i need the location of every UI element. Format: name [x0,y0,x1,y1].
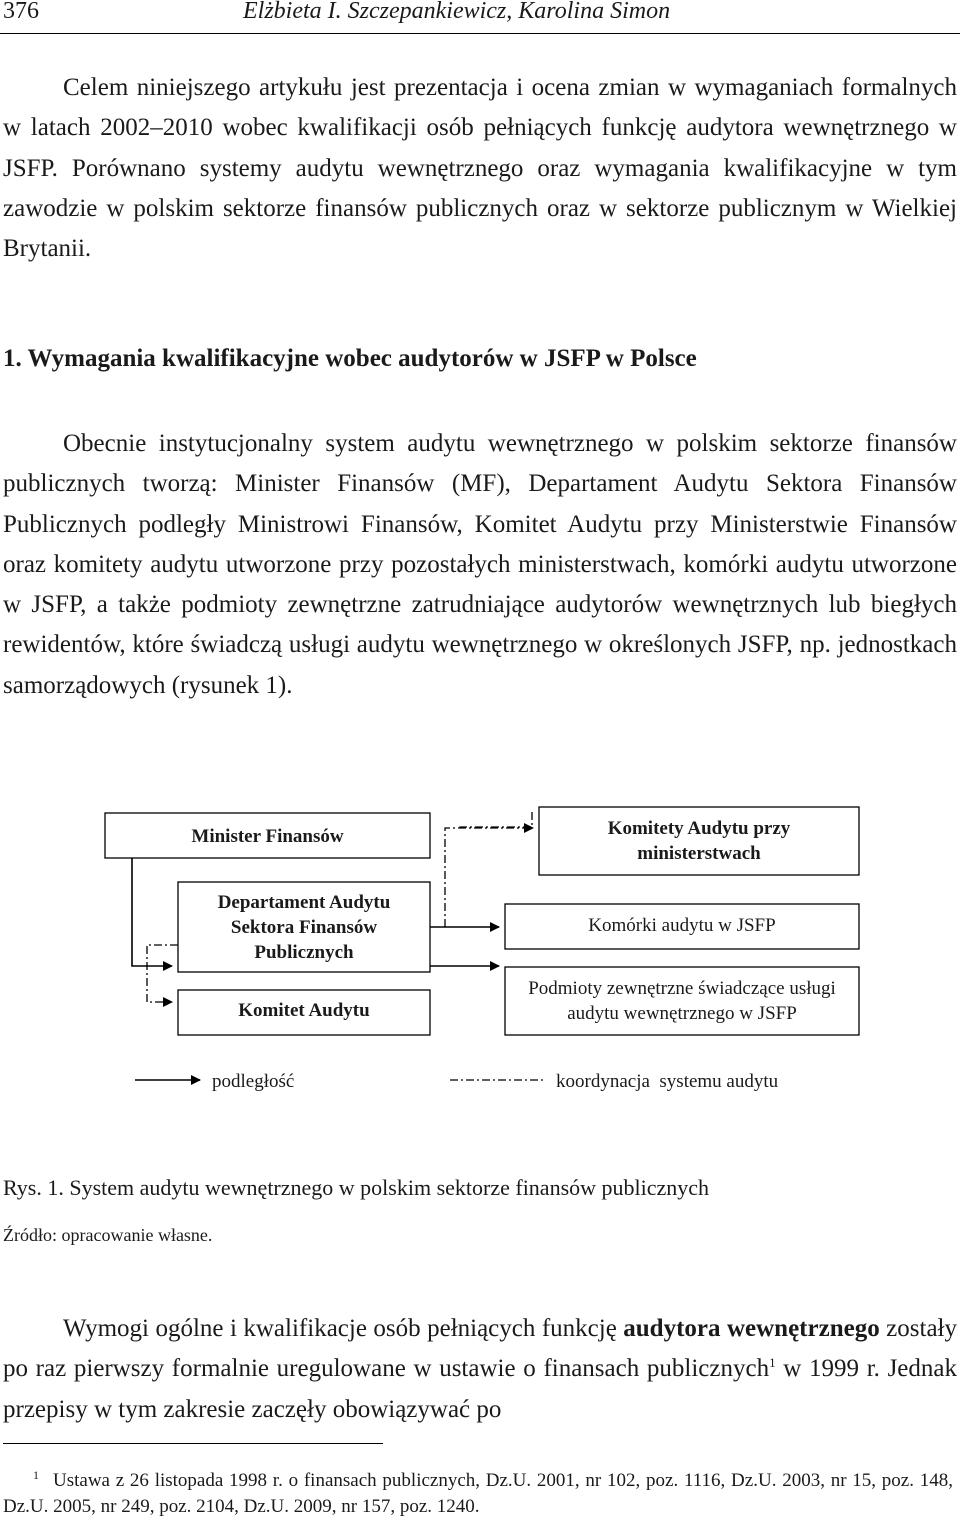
body-paragraph-text: Obecnie instytucjonalny system audytu wewnętrznego w polskim sektorze finansów publicznych tworzą: Minister Finansów (MF), Departament Audytu Sektora Finansów Publicznych podległy Ministrowi Finansów, Komitet Audytu przy Ministerstwie Finansów oraz komitety audytu utworzone przy pozostałych ministerstwach, komórki audytu utworzone w JSFP, a także podmioty zewnętrzne zatrudniające audytorów wewnętrznych lub biegłych rewidentów, które świadczą usługi audytu wewnętrznego w określonych JSFP, np. jednostkach samorządowych (rysunek 1). [3,430,957,699]
final-paragraph-rest: zostały po raz pierwszy formalnie uregulowane w ustawie o finansach publicznych [3,1315,957,1383]
label-departament-audytu: Departament Audytu Sektora Finansów Publicznych [217,892,391,963]
footnote-text: Ustawa z 26 listopada 1998 r. o finansach publicznych, Dz.U. 2001, nr 102, poz. 1116, Dz.U. 2003, nr 15, poz. 148, Dz.U. 2005, nr 249, poz. 2104, Dz.U. 2009, nr 157, poz. 1240. [3,1470,953,1517]
footnote-marker: 1 [33,1468,39,1482]
coordination-to-komitet [147,945,178,1002]
final-paragraph-lead: Wymogi ogólne i kwalifikacje osób pełniących funkcję [63,1315,624,1342]
label-komitety-audytu: Komitety Audytu przy ministerstwach [607,818,791,864]
figure-caption: Rys. 1. System audytu wewnętrznego w polskim sektorze finansów publicznych [3,1175,710,1200]
label-minister-finansow: Minister Finansów [191,826,344,847]
arrow-minister-to-departament [132,858,172,966]
audit-system-diagram [0,780,960,1120]
label-komitet-audytu: Komitet Audytu [238,1000,370,1021]
running-head-authors: Elżbieta I. Szczepankiewicz, Karolina Simon [243,0,671,24]
header-rule [0,33,960,34]
final-paragraph-bold: audytora wewnętrznego [623,1315,880,1342]
coordination-top-line [460,812,532,828]
page-number: 376 [3,0,39,24]
legend-solid-label: podległość [212,1071,295,1092]
body-paragraph [3,424,957,706]
intro-paragraph [3,68,957,269]
intro-paragraph-text: Celem niniejszego artykułu jest prezentacja i ocena zmian w wymaganiach formalnych w latach 2002–2010 wobec kwalifikacji osób pełniących funkcję audytora wewnętrznego w JSFP. Porównano systemy audytu wewnętrznego oraz wymagania kwalifikacyjne w tym zawodzie w polskim sektorze finansów publicznych oraz w sektorze publicznym w Wielkiej Brytanii. [3,74,957,263]
final-paragraph-tail: w 1999 r. Jednak przepisy w tym zakresie zaczęły obowiązywać po [3,1355,957,1423]
footnote-rule [3,1443,383,1444]
legend-dashed-label: koordynacja systemu audytu [556,1071,779,1092]
figure-source: Źródło: opracowanie własne. [3,1225,213,1245]
label-komorki-audytu: Komórki audytu w JSFP [588,915,776,936]
footnote [3,1468,953,1520]
footnote-reference[interactable]: 1 [769,1355,776,1371]
section-heading: 1. Wymagania kwalifikacyjne wobec audytorów w JSFP w Polsce [3,345,697,372]
label-podmioty-zewnetrzne: Podmioty zewnętrzne świadczące usługi audytu wewnętrznego w JSFP [528,978,836,1024]
final-paragraph [3,1309,957,1430]
